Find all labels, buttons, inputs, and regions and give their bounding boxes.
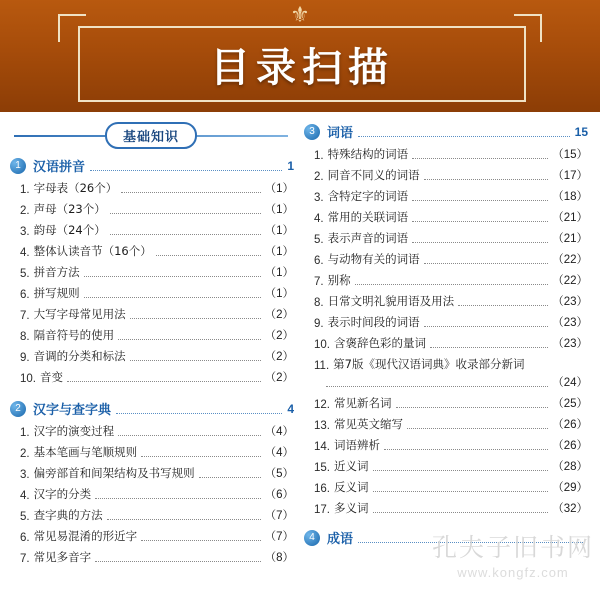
- entry-index: 6.: [314, 255, 324, 267]
- list-item[interactable]: [8, 201, 294, 217]
- entry-title: 常见易混淆的形近字: [33, 529, 138, 543]
- entry-page: （28）: [552, 461, 588, 473]
- list-item[interactable]: [302, 251, 588, 267]
- chapter-title: 词语: [327, 126, 354, 141]
- entry-title: 音变: [40, 370, 63, 384]
- leader-dots: [412, 191, 548, 201]
- entry-page: （8）: [264, 552, 294, 564]
- leader-dots: [118, 426, 261, 436]
- entry-title: 声母（23个）: [33, 202, 106, 216]
- entry-page: （1）: [264, 288, 294, 300]
- section-banner-basics: [8, 122, 294, 148]
- list-item[interactable]: [302, 230, 588, 246]
- chapter-heading[interactable]: [302, 528, 588, 547]
- leader-dots: [95, 489, 261, 499]
- entry-title: 含褒辞色彩的量词: [334, 336, 426, 350]
- entry-page: （24）: [552, 377, 588, 389]
- entry-title: 字母表（26个）: [33, 181, 118, 195]
- chapter-title: 汉字与查字典: [33, 403, 112, 418]
- entry-title: 常见新名词: [334, 396, 392, 410]
- entry-page: （4）: [264, 426, 294, 438]
- entry-page: （7）: [264, 510, 294, 522]
- entry-index: 6.: [20, 289, 30, 301]
- right-column: [302, 120, 588, 550]
- entry-title: 大写字母常见用法: [33, 307, 126, 321]
- entry-index: 6.: [20, 532, 30, 544]
- entry-index: 2.: [20, 205, 30, 217]
- entry-title: 含特定字的词语: [327, 189, 409, 203]
- entry-title: 常见英文缩写: [334, 417, 403, 431]
- entry-index: 5.: [20, 511, 30, 523]
- entry-index: 1.: [314, 150, 324, 162]
- leader-dots: [355, 275, 549, 285]
- leader-dots: [396, 398, 549, 408]
- list-item[interactable]: [302, 479, 588, 495]
- leader-dots: [424, 317, 549, 327]
- watermark-line2: www.kongfz.com: [457, 565, 569, 580]
- list-item[interactable]: [302, 356, 588, 372]
- leader-dots: [67, 372, 261, 382]
- fleur-de-lis-icon: ⚜: [290, 2, 310, 27]
- chapter-title: 成语: [327, 532, 354, 547]
- entry-title: 常见多音字: [33, 550, 92, 564]
- leader-dots: [110, 225, 261, 235]
- entry-page: （4）: [264, 447, 294, 459]
- leader-dots: [110, 204, 261, 214]
- entry-page: （26）: [552, 440, 588, 452]
- leader-dots: [141, 447, 261, 457]
- chapter-page: 4: [287, 401, 294, 416]
- leader-dots: [412, 233, 548, 243]
- entry-title: 拼音方法: [33, 265, 80, 279]
- list-item[interactable]: [302, 167, 588, 183]
- list-item[interactable]: [302, 416, 588, 432]
- chapter-page: 15: [574, 124, 588, 139]
- list-item[interactable]: [8, 348, 294, 364]
- leader-dots: [358, 126, 570, 137]
- entry-index: 1.: [20, 184, 30, 196]
- list-item[interactable]: [8, 243, 294, 259]
- chapter-number-badge: 1: [10, 158, 26, 174]
- entry-page: （21）: [552, 233, 588, 245]
- entry-index: 7.: [314, 276, 324, 288]
- catalog-body: [0, 112, 600, 600]
- entry-index: 2.: [314, 171, 324, 183]
- entry-index: 9.: [314, 318, 324, 330]
- entry-title: 音调的分类和标法: [33, 349, 126, 363]
- chapter-number-badge: 4: [304, 530, 320, 546]
- entry-page: （1）: [264, 183, 294, 195]
- entry-index: 3.: [314, 192, 324, 204]
- leader-dots: [84, 288, 261, 298]
- list-item-continuation: [302, 374, 588, 390]
- entry-page: （22）: [552, 254, 588, 266]
- list-item[interactable]: [8, 486, 294, 502]
- entry-index: 7.: [20, 553, 30, 565]
- leader-dots: [156, 246, 261, 256]
- leader-dots: [90, 160, 282, 171]
- left-column: [8, 120, 294, 570]
- entry-index: 17.: [314, 504, 330, 516]
- entry-index: 16.: [314, 483, 330, 495]
- entry-index: 14.: [314, 441, 330, 453]
- entry-title: 表示声音的词语: [327, 231, 409, 245]
- leader-dots: [373, 503, 549, 513]
- leader-dots: [84, 267, 261, 277]
- list-item[interactable]: [302, 500, 588, 516]
- entry-page: （23）: [552, 296, 588, 308]
- list-item[interactable]: [8, 369, 294, 385]
- leader-dots: [118, 330, 261, 340]
- entry-index: 4.: [20, 247, 30, 259]
- entry-page: （7）: [264, 531, 294, 543]
- entry-index: 5.: [314, 234, 324, 246]
- entry-page: （1）: [264, 204, 294, 216]
- chapter-number-badge: 2: [10, 401, 26, 417]
- watermark-line1: 孔夫子旧书网: [431, 533, 594, 562]
- entry-title: 反义词: [334, 480, 369, 494]
- entry-title: 表示时间段的词语: [327, 315, 420, 329]
- list-item[interactable]: [8, 465, 294, 481]
- entry-title: 查字典的方法: [33, 508, 103, 522]
- entry-index: 9.: [20, 352, 30, 364]
- entry-page: （17）: [552, 170, 588, 182]
- entry-index: 10.: [20, 373, 36, 385]
- leader-dots: [116, 403, 282, 414]
- leader-dots: [141, 531, 261, 541]
- entry-page: （23）: [552, 338, 588, 350]
- entry-page: （2）: [264, 309, 294, 321]
- list-item[interactable]: [302, 437, 588, 453]
- leader-dots: [326, 377, 548, 387]
- entry-title: 第7版《现代汉语词典》收录部分新词: [333, 357, 525, 371]
- chapter-heading[interactable]: [8, 399, 294, 418]
- entry-page: （26）: [552, 419, 588, 431]
- list-item[interactable]: [8, 222, 294, 238]
- list-item[interactable]: [8, 423, 294, 439]
- list-item[interactable]: [302, 395, 588, 411]
- leader-dots: [107, 510, 261, 520]
- entry-index: 7.: [20, 310, 30, 322]
- list-item[interactable]: [8, 444, 294, 460]
- entry-index: 3.: [20, 469, 30, 481]
- list-item[interactable]: [302, 335, 588, 351]
- list-item[interactable]: [8, 327, 294, 343]
- leader-dots: [407, 419, 548, 429]
- leader-dots: [95, 552, 261, 562]
- entry-page: （22）: [552, 275, 588, 287]
- entry-index: 2.: [20, 448, 30, 460]
- leader-dots: [458, 296, 548, 306]
- entry-title: 偏旁部首和间架结构及书写规则: [33, 466, 195, 480]
- entry-title: 拼写规则: [33, 286, 80, 300]
- entry-index: 8.: [20, 331, 30, 343]
- entry-title: 韵母（24个）: [33, 223, 106, 237]
- page-header: [0, 0, 600, 112]
- chapter-heading[interactable]: [302, 122, 588, 141]
- entry-index: 11.: [314, 360, 330, 372]
- entry-title: 词语辨析: [334, 438, 380, 452]
- section-banner-label: 基础知识: [105, 122, 197, 149]
- entry-page: （32）: [552, 503, 588, 515]
- entry-page: （21）: [552, 212, 588, 224]
- leader-dots: [130, 351, 261, 361]
- entry-page: （2）: [264, 330, 294, 342]
- entry-page: （15）: [552, 149, 588, 161]
- entry-index: 5.: [20, 268, 30, 280]
- entry-page: （5）: [264, 468, 294, 480]
- list-item[interactable]: [8, 507, 294, 523]
- list-item[interactable]: [8, 306, 294, 322]
- chapter-heading[interactable]: [8, 156, 294, 175]
- entry-index: 10.: [314, 339, 330, 351]
- list-item[interactable]: [8, 285, 294, 301]
- list-item[interactable]: [302, 146, 588, 162]
- entry-index: 15.: [314, 462, 330, 474]
- chapter-title: 汉语拼音: [33, 160, 86, 175]
- entry-title: 整体认读音节（16个）: [33, 244, 152, 258]
- entry-index: 12.: [314, 399, 330, 411]
- entry-title: 汉字的演变过程: [33, 424, 115, 438]
- leader-dots: [412, 212, 548, 222]
- entry-page: （23）: [552, 317, 588, 329]
- entry-page: （6）: [264, 489, 294, 501]
- entry-index: 4.: [314, 213, 324, 225]
- entry-index: 8.: [314, 297, 324, 309]
- entry-page: （1）: [264, 246, 294, 258]
- leader-dots: [412, 149, 548, 159]
- entry-page: （25）: [552, 398, 588, 410]
- chapter-number-badge: 3: [304, 124, 320, 140]
- leader-dots: [384, 440, 548, 450]
- list-item[interactable]: [8, 549, 294, 565]
- entry-page: （18）: [552, 191, 588, 203]
- entry-index: 13.: [314, 420, 330, 432]
- entry-index: 3.: [20, 226, 30, 238]
- entry-title: 日常文明礼貌用语及用法: [327, 294, 455, 308]
- page-title: 目录扫描: [210, 44, 394, 91]
- list-item[interactable]: [302, 188, 588, 204]
- leader-dots: [424, 170, 549, 180]
- entry-page: （2）: [264, 372, 294, 384]
- list-item[interactable]: [302, 458, 588, 474]
- list-item[interactable]: [302, 293, 588, 309]
- entry-page: （29）: [552, 482, 588, 494]
- list-item[interactable]: [302, 314, 588, 330]
- leader-dots: [358, 532, 583, 543]
- entry-title: 常用的关联词语: [327, 210, 409, 224]
- entry-page: （1）: [264, 267, 294, 279]
- leader-dots: [373, 461, 549, 471]
- entry-index: 4.: [20, 490, 30, 502]
- entry-title: 同音不同义的词语: [327, 168, 420, 182]
- list-item[interactable]: [8, 528, 294, 544]
- entry-title: 隔音符号的使用: [33, 328, 115, 342]
- leader-dots: [424, 254, 549, 264]
- list-item[interactable]: [8, 264, 294, 280]
- leader-dots: [199, 468, 261, 478]
- entry-page: （2）: [264, 351, 294, 363]
- list-item[interactable]: [302, 272, 588, 288]
- leader-dots: [373, 482, 549, 492]
- entry-title: 近义词: [334, 459, 369, 473]
- entry-title: 基本笔画与笔顺规则: [33, 445, 138, 459]
- list-item[interactable]: [8, 180, 294, 196]
- entry-title: 汉字的分类: [33, 487, 92, 501]
- chapter-page: 1: [287, 158, 294, 173]
- header-frame: [78, 26, 526, 102]
- entry-title: 与动物有关的词语: [327, 252, 420, 266]
- entry-title: 特殊结构的词语: [327, 147, 409, 161]
- leader-dots: [430, 338, 548, 348]
- entry-page: （1）: [264, 225, 294, 237]
- entry-index: 1.: [20, 427, 30, 439]
- list-item[interactable]: [302, 209, 588, 225]
- leader-dots: [130, 309, 261, 319]
- leader-dots: [121, 183, 260, 193]
- entry-title: 别称: [327, 273, 351, 287]
- entry-title: 多义词: [334, 501, 369, 515]
